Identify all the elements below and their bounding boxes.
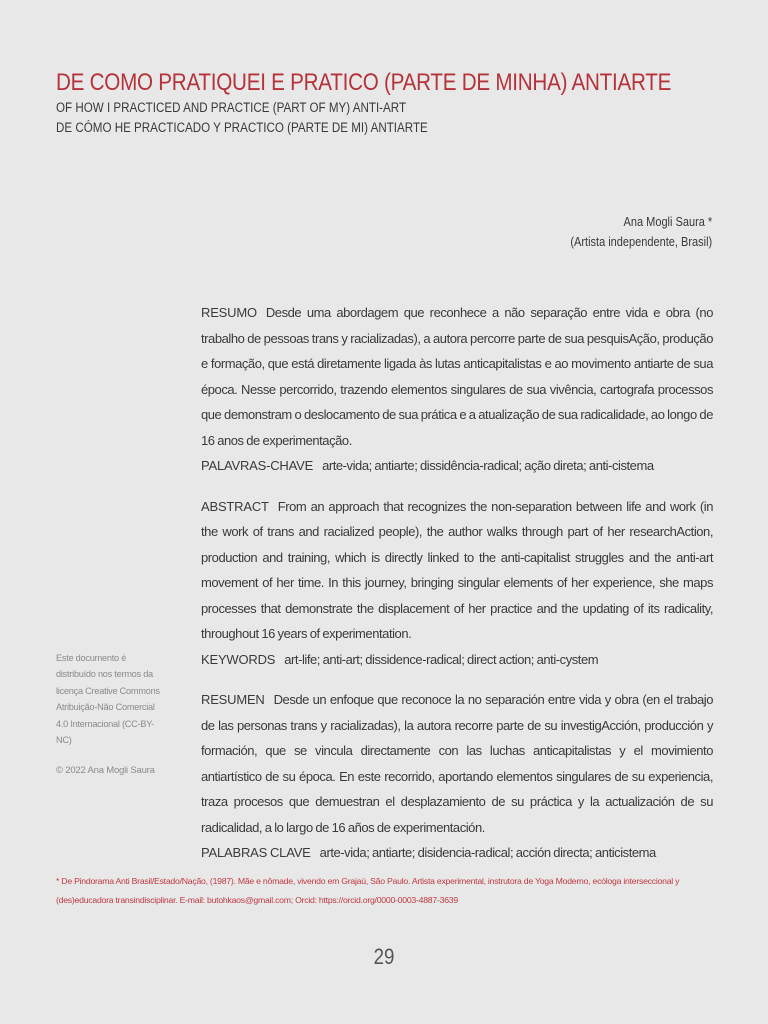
resumo-text: Desde uma abordagem que reconhece a não separação entre vida e obra (no trabalho de pessoas trans y racializadas), a autora percorre parte de sua pesquisAção, produção e formação, que está diretamente ligada às lutas anticapitalistas e ao movimento antiarte de sua época. Nesse percorrido, trazendo elementos singulares de sua vivência, cartografa processos que demonstram o deslocamento de sua prática e a atualização de sua radicalidade, ao longo de 16 anos de experimentação. <box>201 305 713 448</box>
abstract-keywords <box>201 647 713 673</box>
resumo-keywords <box>201 453 713 479</box>
abstracts <box>201 300 713 881</box>
author-name: Ana Mogli Saura * <box>623 215 712 229</box>
resumen-section <box>201 687 713 866</box>
author-footnote: * De Pindorama Anti Brasil/Estado/Nação, (1987). Mãe e nômade, vivendo em Grajaú, São Paulo. Artista experimental, instrutora de Yoga Moderno, ecóloga interseccional y (des)educadora transindisciplinar. E-mail: butohkaos@gmail.com; Orcid: https://orcid.org/0000-0003-4887-3639 <box>56 876 680 905</box>
subtitle-english: OF HOW I PRACTICED AND PRACTICE (PART OF MY) ANTI-ART <box>56 100 407 115</box>
resumen-paragraph <box>201 687 713 840</box>
author-affiliation: (Artista independente, Brasil) <box>570 235 712 249</box>
resumen-label: RESUMEN <box>201 692 265 707</box>
resumo-label: RESUMO <box>201 305 257 320</box>
abstract-label: ABSTRACT <box>201 498 269 514</box>
title-block <box>56 68 736 138</box>
author-block <box>551 212 712 252</box>
abstract-text: From an approach that recognizes the non-separation between life and work (in the work of trans and racialized people), the author walks through part of her researchAction, production and training, which is directly linked to the anti-capitalist struggles and the anti-art movement of her time. In this journey, bringing singular elements of her experience, she maps processes that demonstrate the displacement of her practice and the updating of its radicality, throughout 16 years of experimentation. <box>201 498 713 641</box>
resumen-keywords <box>201 840 713 866</box>
page-number: 29 <box>373 944 395 969</box>
resumo-keywords-text: arte-vida; antiarte; dissidência-radical; ação direta; anti-cistema <box>322 458 654 473</box>
resumen-keywords-label: PALABRAS CLAVE <box>201 845 311 860</box>
page-title: DE COMO PRATIQUEI E PRATICO (PARTE DE MINHA) ANTIARTE <box>56 69 672 96</box>
license-note: Este documento é distribuído nos termos da licença Creative Commons Atribuição-Não Comercial 4.0 Internacional (CC-BY-NC) <box>56 653 160 746</box>
subtitle-spanish: DE CÓMO HE PRACTICADO Y PRACTICO (PARTE DE MI) ANTIARTE <box>56 120 428 135</box>
abstract-section <box>201 494 713 673</box>
resumen-keywords-text: arte-vida; antiarte; disidencia-radical; acción directa; anticistema <box>319 845 656 860</box>
abstract-keywords-text: art-life; anti-art; dissidence-radical; direct action; anti-cystem <box>284 651 599 667</box>
resumo-paragraph <box>201 300 713 453</box>
resumen-text: Desde un enfoque que reconoce la no separación entre vida y obra (en el trabajo de las personas trans y racializadas), la autora recorre parte de su investigAcción, producción y formación, que se vincula directamente con las luchas anticapitalistas y el movimiento antiartístico de su época. En este recorrido, aportando elementos singulares de su experiencia, traza procesos que demuestran el desplazamiento de su práctica y la actualización de su radicalidad, a lo largo de 16 años de experimentación. <box>201 692 713 835</box>
abstract-keywords-label: KEYWORDS <box>201 651 276 667</box>
resumo-section <box>201 300 713 479</box>
resumo-keywords-label: PALAVRAS-CHAVE <box>201 458 314 473</box>
abstract-paragraph <box>201 494 713 647</box>
copyright-note: © 2022 Ana Mogli Saura <box>56 765 155 776</box>
